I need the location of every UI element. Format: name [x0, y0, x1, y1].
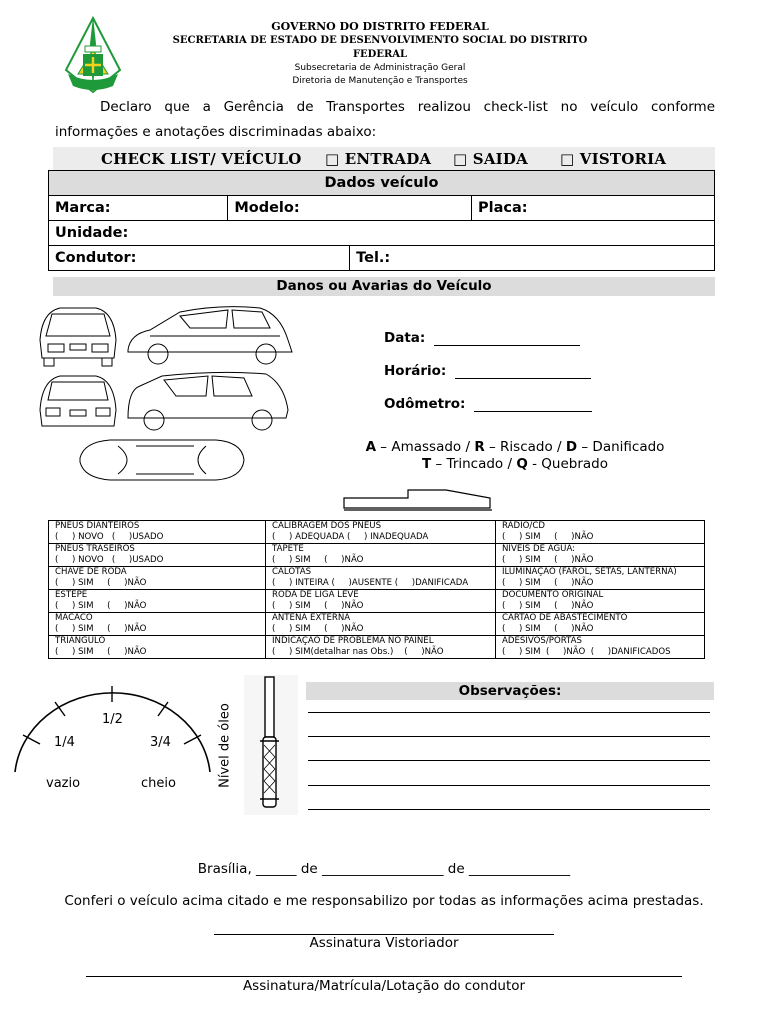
header-government: GOVERNO DO DISTRITO FEDERAL — [271, 20, 489, 33]
checklist-item[interactable] — [496, 567, 705, 590]
header-secretariat: SECRETARIA DE ESTADO DE DESENVOLVIMENTO SOCIAL DO DISTRITO — [172, 35, 588, 46]
header-subsecretariat: Subsecretaria de Administração Geral — [294, 63, 466, 73]
field-tel[interactable]: Tel.: — [350, 246, 715, 271]
gauge-empty-label: vazio — [46, 776, 81, 791]
observation-line[interactable] — [308, 712, 710, 713]
fuel-gauge[interactable] — [10, 680, 215, 792]
checkbox-saida[interactable]: □ SAIDA — [453, 150, 528, 168]
entrada-label: ENTRADA — [344, 150, 432, 168]
header-federal: FEDERAL — [352, 49, 408, 60]
legend-line-2: T – Trincado / Q - Quebrado — [422, 456, 608, 472]
checklist-row — [49, 613, 705, 636]
checklist-item[interactable] — [266, 567, 496, 590]
checklist-item-label: PNEUS DIANTEIROS — [55, 521, 140, 531]
checklist-item-options[interactable]: ( ) SIM ( )NÃO — [272, 555, 364, 565]
driver-signature-line[interactable] — [86, 976, 682, 977]
checklist-item[interactable] — [496, 636, 705, 659]
checklist-item-label: ILUMINAÇÃO (FAROL, SETAS, LANTERNA) — [502, 567, 677, 577]
checklist-row — [49, 544, 705, 567]
checklist-item-options[interactable]: ( ) SIM ( )NÃO — [502, 555, 594, 565]
vistoria-label: VISTORIA — [579, 150, 667, 168]
oil-dipstick-icon[interactable] — [244, 675, 298, 815]
car-rear-view — [40, 376, 116, 426]
legend-line-1: A – Amassado / R – Riscado / D – Danificado — [365, 439, 665, 455]
checklist-item[interactable] — [266, 613, 496, 636]
field-unidade[interactable]: Unidade: — [49, 221, 715, 246]
checklist-row — [49, 636, 705, 659]
observation-line[interactable] — [308, 736, 710, 737]
info-odometro-blank[interactable] — [474, 411, 592, 412]
inspector-signature-label: Assinatura Vistoriador — [309, 935, 459, 951]
checklist-item-label: CALOTAS — [272, 567, 312, 577]
info-horario-row — [384, 363, 591, 379]
car-front-view — [40, 308, 116, 366]
checklist-title: CHECK LIST/ VEÍCULO — [101, 150, 302, 168]
declaration-text: Declaro que a Gerência de Transportes realizou check-list no veículo conforme informações e anotações discriminadas abaixo: — [55, 99, 715, 140]
car-diagram[interactable] — [30, 300, 300, 495]
checklist-item[interactable] — [496, 613, 705, 636]
checklist-item[interactable] — [49, 590, 266, 613]
checklist-item-label: INDICAÇÃO DE PROBLEMA NO PAINEL — [272, 636, 434, 646]
gauge-quarter-label: 1/4 — [54, 735, 75, 750]
info-data-row — [384, 330, 580, 346]
checklist-item[interactable] — [49, 544, 266, 567]
checklist-row — [49, 521, 705, 544]
checklist-item-options[interactable]: ( ) SIM ( )NÃO — [502, 532, 594, 542]
checklist-item[interactable] — [266, 544, 496, 567]
checklist-item-label: CHAVE DE RODA — [55, 567, 127, 577]
checklist-item-options[interactable]: ( ) NOVO ( )USADO — [55, 555, 164, 565]
car-side-view-left — [128, 372, 288, 430]
checklist-item-options[interactable]: ( ) SIM ( )NÃO — [55, 647, 147, 657]
observations-heading: Observações: — [306, 682, 714, 700]
checklist-item[interactable] — [266, 590, 496, 613]
oil-level-label-wrap — [215, 700, 235, 796]
car-top-view — [80, 440, 244, 480]
checklist-item-label: ANTENA EXTERNA — [272, 613, 351, 623]
checklist-item[interactable] — [49, 567, 266, 590]
checkbox-entrada[interactable]: □ ENTRADA — [325, 150, 432, 168]
checklist-item-label: DOCUMENTO ORIGINAL — [502, 590, 604, 600]
checklist-item-label: NIVEIS DE ÁGUA: — [502, 544, 576, 554]
checklist-item-options[interactable]: ( ) INTEIRA ( )AUSENTE ( )DANIFICADA — [272, 578, 469, 588]
header-block — [160, 19, 600, 88]
city-date-line[interactable]: Brasília, ______ de __________________ de _______________ — [197, 861, 571, 877]
field-modelo[interactable]: Modelo: — [228, 196, 472, 221]
gauge-three-quarter-label: 3/4 — [150, 735, 171, 750]
checklist-item-label: RÁDIO/CD — [502, 521, 545, 531]
checklist-item[interactable] — [496, 590, 705, 613]
checkbox-vistoria[interactable]: □ VISTORIA — [560, 150, 667, 168]
checklist-item-options[interactable]: ( ) SIM ( )NÃO — [55, 601, 147, 611]
info-odometro-label: Odômetro: — [384, 396, 466, 412]
checklist-item-label: ESTEPE — [55, 590, 88, 600]
checklist-item-options[interactable]: ( ) ADEQUADA ( ) INADEQUADA — [272, 532, 429, 542]
checklist-item-label: RODA DE LIGA LEVE — [272, 590, 359, 600]
damage-legend — [330, 439, 700, 473]
damage-heading: Danos ou Avarias do Veículo — [53, 277, 715, 296]
checklist-item[interactable] — [49, 613, 266, 636]
checklist-item[interactable] — [496, 521, 705, 544]
responsibility-statement: Conferi o veículo acima citado e me responsabilizo por todas as informações acima prestadas. — [64, 893, 704, 909]
saida-label: SAIDA — [472, 150, 528, 168]
checklist-item-options[interactable]: ( ) SIM ( )NÃO — [55, 578, 147, 588]
checklist-row — [49, 590, 705, 613]
checklist-item-options[interactable]: ( ) SIM(detalhar nas Obs.) ( )NÃO — [272, 647, 444, 657]
vehicle-data-heading: Dados veículo — [49, 171, 715, 196]
checklist-item-label: MACACO — [55, 613, 93, 623]
checklist-item-options[interactable]: ( ) SIM ( )NÃO — [55, 624, 147, 634]
checklist-item[interactable] — [49, 521, 266, 544]
checklist-row — [49, 567, 705, 590]
field-condutor[interactable]: Condutor: — [49, 246, 350, 271]
info-horario-blank[interactable] — [455, 378, 591, 379]
checklist-item-label: CARTÃO DE ABASTECIMENTO — [502, 613, 628, 623]
brasao-emblem — [58, 14, 128, 96]
checklist-item[interactable] — [49, 636, 266, 659]
field-placa[interactable]: Placa: — [471, 196, 714, 221]
driver-signature-label: Assinatura/Matrícula/Lotação do condutor — [242, 978, 526, 994]
checklist-item-options[interactable]: ( ) SIM ( )NÃO — [272, 624, 364, 634]
observation-line[interactable] — [308, 785, 710, 786]
checklist-item-options[interactable]: ( ) SIM ( )NÃO — [502, 601, 594, 611]
direction-arrow-icon — [342, 484, 497, 512]
checklist-item-label: TRIÂNGULO — [55, 636, 106, 646]
checklist-item-options[interactable]: ( ) SIM ( )NÃO — [502, 578, 594, 588]
checklist-item-label: ADESIVOS/PORTAS — [502, 636, 582, 646]
checklist-item-options[interactable]: ( ) SIM ( )NÃO — [502, 624, 594, 634]
checklist-item-options[interactable]: ( ) NOVO ( )USADO — [55, 532, 164, 542]
gauge-half-label: 1/2 — [102, 712, 123, 727]
info-data-blank[interactable] — [434, 345, 580, 346]
vehicle-data-table — [48, 170, 715, 271]
info-data-label: Data: — [384, 330, 426, 346]
checklist-item[interactable] — [266, 521, 496, 544]
checklist-bar — [53, 147, 715, 170]
gauge-full-label: cheio — [141, 776, 176, 791]
checklist-item-options[interactable]: ( ) SIM ( )NÃO ( )DANIFICADOS — [502, 647, 671, 657]
observation-line[interactable] — [308, 809, 710, 810]
oil-level-label: Nível de óleo — [217, 703, 233, 788]
info-horario-label: Horário: — [384, 363, 447, 379]
header-directorate: Diretoria de Manutenção e Transportes — [292, 76, 468, 86]
checklist-item-label: PNEUS TRASEIROS — [55, 544, 135, 554]
checklist-item-label: TAPETE — [272, 544, 304, 554]
checklist-item-options[interactable]: ( ) SIM ( )NÃO — [272, 601, 364, 611]
field-marca[interactable]: Marca: — [49, 196, 228, 221]
checklist-item[interactable] — [266, 636, 496, 659]
info-odometro-row — [384, 396, 592, 412]
observation-line[interactable] — [308, 760, 710, 761]
car-side-view-right — [128, 307, 292, 364]
checklist-item-label: CALIBRAGEM DOS PNEUS — [272, 521, 382, 531]
items-checklist-table — [48, 520, 705, 659]
checklist-item[interactable] — [496, 544, 705, 567]
